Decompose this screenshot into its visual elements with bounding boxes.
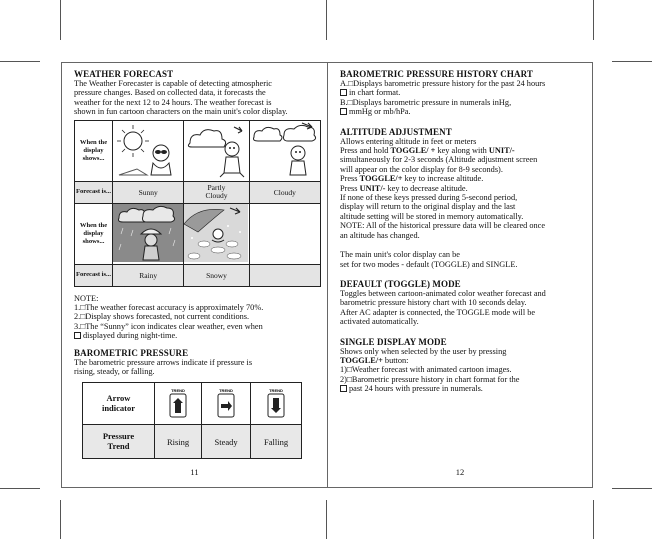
falling-arrow-icon [265,387,287,419]
text-line [340,88,586,97]
text-line: The barometric pressure arrows indicate if pressure is [74,357,253,367]
text-line: activated automatically. [340,317,419,327]
rising-arrow-cell [155,383,202,425]
trend-rising: Rising [155,425,202,459]
text: Press and hold [340,146,391,156]
pressure-trend-label [83,425,155,459]
row-label-forecast: Forecast is... [75,181,113,203]
text-line: Shows only when selected by the user by pressing [340,346,507,356]
steady-arrow-cell [202,383,251,425]
weather-forecast-heading: WEATHER FORECAST [74,69,174,79]
snowy-cartoon [184,203,249,264]
forecast-cloudy: Cloudy [249,181,320,203]
rainy-character-icon [113,204,183,262]
notes-block [74,294,320,341]
checkbox-glyph [340,385,347,392]
single-mode-heading: SINGLE DISPLAY MODE [340,336,447,347]
note-3-cont [74,331,320,340]
text-line [340,184,586,193]
crop-mark [60,0,61,40]
text-line: The Weather Forecaster is capable of detecting atmospheric [74,79,272,88]
row-label-forecast: Forecast is... [75,264,113,286]
empty-cell [249,264,320,286]
crop-mark [326,500,327,539]
barometric-pressure-heading: BAROMETRIC PRESSURE [74,347,189,358]
text-line [340,146,586,155]
page-right-content [340,69,586,394]
text-line [340,384,586,393]
partly-cloudy-character-icon [184,121,248,179]
checkbox-glyph [340,89,347,96]
text-line: display will return to the original display and the last [340,202,516,212]
label-line: shows... [82,237,105,245]
text-line: Allows entering altitude in feet or meters [340,136,477,146]
text-line: A.□Displays barometric pressure history for the past 24 hours [340,79,546,88]
modes-text [340,250,586,269]
label-line: shows... [82,154,105,162]
text-line: B.□Displays barometric pressure in numerals inHg, [340,97,512,107]
label-line: Arrow [106,393,131,404]
snowy-character-icon [184,204,248,262]
trend-steady: Steady [202,425,251,459]
trend-caption: TREND [219,387,233,393]
text-line [340,356,586,365]
page-left [61,62,328,488]
sunny-cartoon [113,120,184,181]
label-line: display [83,229,104,237]
text: Press [340,174,360,184]
page-number-right: 12 [455,467,465,477]
text-line: set for two modes - default (TOGGLE) and SINGLE. [340,259,518,269]
key-name: TOGGLE/+ [359,174,403,184]
text-line [340,174,586,183]
text: key along with [435,146,489,156]
text-line: altitude setting will be stored in memory automatically. [340,211,524,221]
trend-falling: Falling [251,425,302,459]
label-line: When the [79,138,108,146]
row-label-display [75,120,113,181]
crop-mark [612,488,652,489]
text-line: barometric pressure history chart with 10 seconds delay. [340,298,527,308]
partly-cloudy-cartoon [184,120,249,181]
barometric-text [74,358,320,377]
text: Press [340,183,360,193]
page-number-left: 11 [190,467,199,477]
cloudy-cartoon [249,120,320,181]
text-line: Toggles between cartoon-animated color weather forecast and [340,288,546,298]
altitude-text [340,137,586,240]
crop-mark [0,61,40,62]
history-text [340,79,586,117]
text-line: NOTE: All of the historical pressure data will be cleared once [340,221,546,231]
text: past 24 hours with pressure in numerals. [349,384,483,394]
default-mode-text [340,289,586,327]
crop-mark [60,500,61,539]
text: in chart format. [349,88,401,98]
text: mmHg or mb/hPa. [349,107,411,117]
text-line: If none of these keys pressed during 5-second period, [340,193,518,203]
forecast-partly-cloudy: Partly Cloudy [184,181,249,203]
text-line: rising, steady, or falling. [74,367,155,377]
label-line: display [83,146,104,154]
cloudy-character-icon [250,121,320,179]
text: displayed during night-time. [83,331,178,341]
empty-cell [249,203,320,264]
sun-character-icon [113,121,183,179]
checkbox-glyph [74,332,81,339]
text-line: an altitude has changed. [340,230,420,240]
key-name: TOGGLE/ + [390,146,436,156]
arrow-indicator-label [83,383,155,425]
page-right [327,62,593,488]
crop-mark [612,61,652,62]
steady-arrow-icon [215,387,237,419]
key-name: TOGGLE/+ [340,355,383,365]
checkbox-glyph [340,108,347,115]
falling-arrow-cell [251,383,302,425]
text-line: will appear on the color display for 8-9 seconds). [340,164,503,174]
crop-mark [593,500,594,539]
key-name: UNIT/- [359,183,386,193]
text-line: shown in fun cartoon characters on the main unit's color display. [74,107,288,117]
note-2: 2.□Display shows forecasted, not current conditions. [74,312,250,322]
label-line: When the [79,221,108,229]
text: key to increase altitude. [402,174,484,184]
text-line: pressure changes. Based on collected data, it forecasts the [74,88,266,98]
text-line: After AC adapter is connected, the TOGGLE mode will be [340,307,536,317]
crop-mark [0,488,40,489]
single-mode-text [340,347,586,394]
forecast-sunny: Sunny [113,181,184,203]
crop-mark [593,0,594,40]
row-label-display [75,203,113,264]
note-1: 1.□The weather forecast accuracy is approximately 70%. [74,303,264,313]
text: button: [382,355,409,365]
text-line: 2)□Barometric pressure history in chart format for the [340,374,520,384]
key-name: UNIT/- [488,146,515,156]
rainy-cartoon [113,203,184,264]
text-line [340,107,586,116]
trend-caption: TREND [269,387,283,393]
history-chart-heading: BAROMETRIC PRESSURE HISTORY CHART [340,69,533,79]
default-mode-heading: DEFAULT (TOGGLE) MODE [340,278,461,289]
label-line: Trend [107,440,130,451]
altitude-heading: ALTITUDE ADJUSTMENT [340,126,452,137]
notes-heading: NOTE: [74,293,99,303]
forecast-rainy: Rainy [113,264,184,286]
text-line: weather for the next 12 to 24 hours. The weather forecast is [74,97,272,107]
note-3: 3.□The “Sunny” icon indicates clear weather, even when [74,321,263,331]
text-line: simultaneously for 2-3 seconds (Altitude adjustment screen [340,155,538,165]
text-line: 1)□Weather forecast with animated cartoon images. [340,365,512,375]
weather-intro [74,79,320,117]
page-left-content [74,69,320,459]
forecast-snowy: Snowy [184,264,249,286]
crop-mark [326,0,327,40]
label-line: Pressure [102,431,135,442]
trend-caption: TREND [171,387,185,393]
text: key to decrease altitude. [385,183,468,193]
rising-arrow-icon [167,387,189,419]
label-line: indicator [101,402,136,413]
forecast-table [74,120,321,287]
arrow-indicator-table [82,382,302,459]
text-line: The main unit's color display can be [340,250,460,260]
